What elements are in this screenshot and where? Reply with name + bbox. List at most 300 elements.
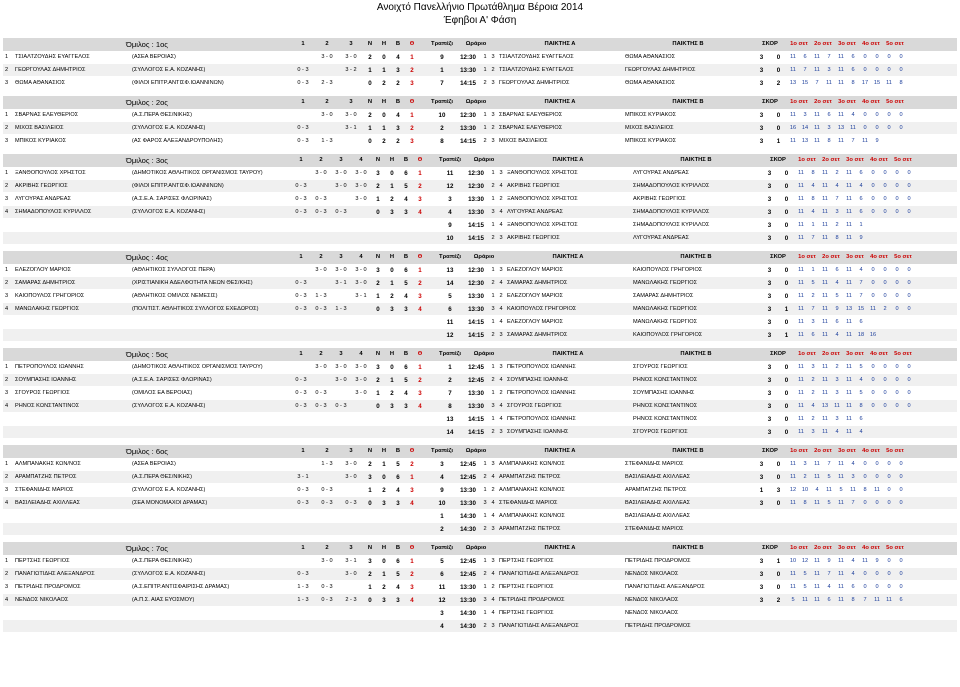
set-score-b: 6 bbox=[859, 170, 863, 176]
set-score-a: 16 bbox=[789, 125, 797, 131]
player-name: ΓΕΩΡΓΟΥΛΑΣ ΔΗΜΗΤΡΙΟΣ bbox=[15, 67, 86, 73]
set-score-a: 0 bbox=[895, 280, 899, 286]
player-a-name: ΤΣΙΑΛΤΖΟΥΔΗΣ ΕΥΑΓΓΕΛΟΣ bbox=[499, 67, 574, 73]
table-number: 5 bbox=[440, 558, 444, 565]
position: 2 bbox=[410, 571, 414, 578]
player-a-number: 2 bbox=[483, 474, 487, 480]
set-score-a: 11 bbox=[846, 403, 852, 409]
score-a: 3 bbox=[759, 54, 764, 61]
set-score-a: 11 bbox=[838, 54, 844, 60]
player-a-name: ΑΡΑΜΠΑΤΖΗΣ ΠΕΤΡΟΣ bbox=[499, 526, 561, 532]
score-a: 3 bbox=[767, 377, 772, 384]
set-score-b: 12 bbox=[801, 558, 809, 564]
set-score-b: 7 bbox=[827, 54, 831, 60]
score-a: 3 bbox=[767, 364, 772, 371]
result-cell: 0 - 3 bbox=[297, 487, 309, 493]
set-score-a: 11 bbox=[798, 332, 804, 338]
set-score-b bbox=[871, 620, 883, 632]
row-gap bbox=[419, 109, 429, 121]
player-name: ΠΕΤΡΙΔΗΣ ΠΡΟΔΡΟΜΟΣ bbox=[15, 584, 81, 590]
score-a: 1 bbox=[759, 487, 764, 494]
group-label: Όμιλος : 6ος bbox=[126, 447, 168, 456]
result-cell bbox=[291, 264, 311, 276]
set-score-b: 3 bbox=[835, 209, 839, 215]
right-header-6: 2ο σετ bbox=[814, 448, 832, 454]
set-score-a bbox=[883, 620, 895, 632]
player-b-name: ΣΓΟΥΡΟΣ ΓΕΩΡΓΙΟΣ bbox=[633, 364, 688, 370]
losses: 2 bbox=[382, 80, 386, 87]
set-score-b: 2 bbox=[883, 306, 887, 312]
set-score-a: 0 bbox=[887, 584, 891, 590]
points: 6 bbox=[404, 170, 408, 177]
set-score-b: 7 bbox=[851, 500, 855, 506]
player-a-number: 3 bbox=[491, 306, 495, 312]
row-gap bbox=[419, 510, 429, 522]
set-score-a: 11 bbox=[798, 377, 804, 383]
set-score-b: 3 bbox=[811, 319, 815, 325]
position: 1 bbox=[418, 364, 422, 371]
position: 4 bbox=[418, 306, 422, 313]
score-b bbox=[770, 523, 787, 535]
set-score-b: 0 bbox=[875, 500, 879, 506]
score-a: 3 bbox=[767, 403, 772, 410]
set-score-a bbox=[811, 523, 823, 535]
right-header-7: 3ο σετ bbox=[846, 254, 864, 260]
right-header-8: 4ο σετ bbox=[862, 448, 880, 454]
set-score-a: 0 bbox=[871, 390, 875, 396]
set-score-b: 0 bbox=[883, 377, 887, 383]
set-score-b: 10 bbox=[801, 487, 809, 493]
player-a-number: 1 bbox=[491, 222, 495, 228]
player-number: 3 bbox=[5, 390, 9, 396]
set-score-b: 3 bbox=[827, 125, 831, 131]
set-score-a: 11 bbox=[814, 461, 820, 467]
score-b: 0 bbox=[776, 461, 781, 468]
player-a-name: ΠΕΡΤΣΗΣ ΓΕΩΡΓΙΟΣ bbox=[499, 610, 554, 616]
match-time: 13:30 bbox=[468, 390, 484, 397]
player-a-number: 1 bbox=[483, 487, 487, 493]
row-gap bbox=[419, 581, 429, 593]
set-score-b: 4 bbox=[859, 267, 863, 273]
result-cell: 0 - 3 bbox=[315, 403, 327, 409]
left-header-6: Θ bbox=[409, 99, 415, 105]
player-club: (ΑΘΛΗΤΙΚΟΣ ΟΜΙΛΟΣ ΝΕΜΕΣΙΣ) bbox=[132, 293, 218, 299]
left-header-4: Η bbox=[381, 545, 387, 551]
set-score-b bbox=[903, 413, 915, 425]
wins: 2 bbox=[368, 54, 372, 61]
set-score-a: 11 bbox=[838, 112, 844, 118]
score-b: 1 bbox=[776, 138, 781, 145]
set-score-a: 0 bbox=[863, 474, 867, 480]
set-score-a: 0 bbox=[887, 500, 891, 506]
set-score-b: 0 bbox=[907, 196, 911, 202]
position: 3 bbox=[410, 138, 414, 145]
result-cell: 3 - 0 bbox=[355, 183, 367, 189]
player-a-name: ΕΛΕΖΟΓΛΟΥ ΜΑΡΙΟΣ bbox=[507, 267, 563, 273]
row-gap bbox=[427, 374, 437, 386]
player-b-number: 3 bbox=[491, 461, 495, 467]
set-score-a: 11 bbox=[822, 170, 828, 176]
wins: 2 bbox=[376, 183, 380, 190]
result-cell bbox=[311, 180, 331, 192]
row-gap bbox=[427, 264, 437, 276]
set-score-a bbox=[883, 510, 895, 522]
losses: 3 bbox=[390, 403, 394, 410]
result-cell: 0 - 3 bbox=[321, 487, 333, 493]
set-score-b bbox=[895, 135, 907, 147]
left-header-1: 2 bbox=[319, 351, 323, 357]
player-a-name: ΞΑΝΘΟΠΟΥΛΟΣ ΧΡΗΣΤΟΣ bbox=[507, 170, 578, 176]
player-number: 1 bbox=[5, 112, 9, 118]
group-2 bbox=[3, 96, 957, 148]
player-club: (Α.Σ.Ε.Α. ΣΑΡΙΣΕΣ ΦΛΩΡΙΝΑΣ) bbox=[132, 196, 212, 202]
player-number: 3 bbox=[5, 584, 9, 590]
right-header-3: ΠΑΙΚΤΗΣ Β bbox=[680, 157, 712, 163]
set-score-a: 11 bbox=[846, 429, 852, 435]
set-score-b: 7 bbox=[859, 293, 863, 299]
set-score-b: 0 bbox=[907, 267, 911, 273]
set-score-a: 11 bbox=[798, 429, 804, 435]
set-score-a: 11 bbox=[814, 584, 820, 590]
player-a-name: ΑΚΡΙΒΗΣ ΓΕΩΡΓΙΟΣ bbox=[507, 235, 560, 241]
result-cell: 0 - 3 bbox=[297, 571, 309, 577]
player-a-name: ΑΚΡΙΒΗΣ ΓΕΩΡΓΙΟΣ bbox=[507, 183, 560, 189]
result-cell: 3 - 0 bbox=[355, 280, 367, 286]
right-header-5: 1ο σετ bbox=[798, 351, 816, 357]
result-cell: 0 - 3 bbox=[315, 209, 327, 215]
result-cell bbox=[331, 193, 351, 205]
set-score-a: 13 bbox=[845, 306, 853, 312]
player-a-number: 1 bbox=[491, 267, 495, 273]
set-score-b: 14 bbox=[801, 125, 809, 131]
player-a-number: 1 bbox=[491, 390, 495, 396]
row-gap bbox=[419, 135, 429, 147]
result-cell: 0 - 3 bbox=[295, 280, 307, 286]
left-header-5: Η bbox=[389, 351, 395, 357]
set-score-b: 11 bbox=[826, 487, 832, 493]
result-cell bbox=[351, 303, 371, 315]
wins: 0 bbox=[368, 597, 372, 604]
table-number: 7 bbox=[448, 390, 452, 397]
set-score-a: 11 bbox=[822, 222, 828, 228]
score-a: 3 bbox=[759, 500, 764, 507]
right-header-0: Τραπέζι bbox=[439, 157, 461, 163]
result-cell: 2 - 3 bbox=[321, 80, 333, 86]
left-header-2: 3 bbox=[339, 157, 343, 163]
set-score-b: 0 bbox=[875, 54, 879, 60]
player-a-number: 2 bbox=[483, 571, 487, 577]
score-a: 3 bbox=[767, 170, 772, 177]
set-score-b: 11 bbox=[802, 597, 808, 603]
set-score-b bbox=[879, 316, 891, 328]
row-gap bbox=[427, 232, 437, 244]
losses: 2 bbox=[390, 196, 394, 203]
player-number: 1 bbox=[5, 558, 9, 564]
match-time: 12:30 bbox=[468, 170, 484, 177]
table-row bbox=[3, 426, 957, 439]
result-cell: 3 - 0 bbox=[345, 54, 357, 60]
wins: 3 bbox=[368, 474, 372, 481]
set-score-a: 0 bbox=[863, 500, 867, 506]
table-row bbox=[3, 180, 957, 193]
set-score-a: 0 bbox=[895, 364, 899, 370]
score-b: 0 bbox=[784, 209, 789, 216]
player-b-number: 2 bbox=[491, 125, 495, 131]
set-score-b: 7 bbox=[835, 196, 839, 202]
set-score-a: 0 bbox=[887, 571, 891, 577]
score-a: 3 bbox=[759, 125, 764, 132]
losses: 0 bbox=[382, 54, 386, 61]
result-cell: 3 - 0 bbox=[335, 377, 347, 383]
player-number: 1 bbox=[5, 267, 9, 273]
set-score-b bbox=[871, 510, 883, 522]
set-score-b: 3 bbox=[811, 364, 815, 370]
result-cell: 3 - 0 bbox=[335, 364, 347, 370]
player-b-number: 3 bbox=[491, 138, 495, 144]
left-header-0: 1 bbox=[301, 41, 305, 47]
position: 2 bbox=[410, 461, 414, 468]
result-cell: 0 - 3 bbox=[315, 390, 327, 396]
wins: 3 bbox=[376, 170, 380, 177]
row-gap bbox=[419, 594, 429, 606]
table-number: 10 bbox=[446, 235, 454, 242]
table-number: 7 bbox=[440, 80, 444, 87]
player-club: (ΧΡΙΣΤΙΑΝΙΚΗ ΑΔΕΛΦΟΤΗΤΑ ΝΕΩΝ ΘΕΣ/ΚΗΣ) bbox=[132, 280, 253, 286]
position: 1 bbox=[418, 170, 422, 177]
set-score-a: 11 bbox=[790, 474, 796, 480]
set-score-a bbox=[787, 510, 799, 522]
player-club: (ΑΘΛΗΤΙΚΟΣ ΣΥΛΛΟΓΟΣ ΠΕΡΑ) bbox=[132, 267, 215, 273]
table-number: 13 bbox=[446, 267, 454, 274]
points: 3 bbox=[396, 125, 400, 132]
result-cell: 2 - 3 bbox=[345, 597, 357, 603]
result-cell: 3 - 0 bbox=[345, 474, 357, 480]
set-score-b: 7 bbox=[827, 571, 831, 577]
score-a: 3 bbox=[759, 80, 764, 87]
player-a-number: 1 bbox=[491, 196, 495, 202]
group-header bbox=[3, 445, 957, 458]
set-score-a bbox=[891, 316, 903, 328]
right-header-9: 5ο σετ bbox=[886, 99, 904, 105]
left-header-2: 3 bbox=[349, 545, 353, 551]
set-score-b: 18 bbox=[857, 332, 865, 338]
group-7 bbox=[3, 542, 957, 633]
score-b: 0 bbox=[776, 67, 781, 74]
table-row bbox=[3, 290, 957, 303]
points: 6 bbox=[396, 474, 400, 481]
score-b: 0 bbox=[784, 170, 789, 177]
left-header-0: 1 bbox=[299, 157, 303, 163]
set-score-b bbox=[895, 607, 907, 619]
player-name: ΣΒΑΡΝΑΣ ΕΛΕΥΘΕΡΙΟΣ bbox=[15, 112, 79, 118]
player-b-number: 3 bbox=[499, 429, 503, 435]
player-name: ΤΣΙΑΛΤΖΟΥΔΗΣ ΕΥΑΓΓΕΛΟΣ bbox=[15, 54, 90, 60]
result-cell: 0 - 3 bbox=[295, 183, 307, 189]
right-header-1: Ωράριο bbox=[465, 545, 487, 551]
right-header-9: 5ο σετ bbox=[894, 157, 912, 163]
points: 5 bbox=[404, 377, 408, 384]
player-a-number: 2 bbox=[491, 235, 495, 241]
set-score-b: 0 bbox=[875, 461, 879, 467]
player-a-name: ΕΛΕΖΟΓΛΟΥ ΜΑΡΙΟΣ bbox=[507, 319, 563, 325]
set-score-b: 8 bbox=[859, 403, 863, 409]
result-cell: 0 - 3 bbox=[297, 67, 309, 73]
set-score-b: 8 bbox=[827, 138, 831, 144]
player-b-name: ΜΑΝΩΛΑΚΗΣ ΓΕΩΡΓΙΟΣ bbox=[633, 306, 698, 312]
set-score-b: 2 bbox=[811, 377, 815, 383]
player-number: 3 bbox=[5, 293, 9, 299]
set-score-a bbox=[867, 316, 879, 328]
set-score-a: 0 bbox=[871, 280, 875, 286]
left-header-1: 2 bbox=[325, 99, 329, 105]
set-score-a: 11 bbox=[846, 183, 852, 189]
table-row bbox=[3, 594, 957, 607]
set-score-a: 11 bbox=[790, 67, 796, 73]
player-b-number: 4 bbox=[491, 513, 495, 519]
set-score-a bbox=[835, 510, 847, 522]
player-name: ΞΑΝΘΟΠΟΥΛΟΣ ΧΡΗΣΤΟΣ bbox=[15, 170, 86, 176]
score-a: 3 bbox=[759, 597, 764, 604]
group-header bbox=[3, 96, 957, 109]
left-header-6: Β bbox=[403, 351, 409, 357]
player-b-name: ΜΑΝΩΛΑΚΗΣ ΓΕΩΡΓΙΟΣ bbox=[633, 280, 698, 286]
right-header-8: 4ο σετ bbox=[870, 157, 888, 163]
group-label: Όμιλος : 3ος bbox=[126, 156, 168, 165]
set-score-b: 8 bbox=[851, 597, 855, 603]
set-score-a bbox=[811, 510, 823, 522]
player-club: (ΣΥΛΛΟΓΟΣ Ε.Α. ΚΟΖΑΝΗΣ) bbox=[132, 67, 206, 73]
set-score-a: 0 bbox=[887, 487, 891, 493]
right-header-1: Ωράριο bbox=[473, 351, 495, 357]
set-score-a: 0 bbox=[871, 403, 875, 409]
player-b-number: 4 bbox=[499, 403, 503, 409]
set-score-a: 0 bbox=[895, 403, 899, 409]
match-time: 13:30 bbox=[460, 125, 476, 132]
set-score-b: 5 bbox=[803, 571, 807, 577]
score-b bbox=[770, 607, 787, 619]
set-score-a: 11 bbox=[814, 571, 820, 577]
table-row bbox=[3, 329, 957, 342]
table-row bbox=[3, 135, 957, 148]
result-cell bbox=[315, 568, 339, 580]
player-b-number: 3 bbox=[491, 526, 495, 532]
row-gap bbox=[419, 523, 429, 535]
set-score-b: 11 bbox=[850, 125, 856, 131]
match-time: 12:30 bbox=[468, 267, 484, 274]
player-a-number: 2 bbox=[491, 429, 495, 435]
table-number: 4 bbox=[448, 209, 452, 216]
row-gap bbox=[419, 471, 429, 483]
player-name: ΣΑΜΑΡΑΣ ΔΗΜΗΤΡΙΟΣ bbox=[15, 280, 76, 286]
set-score-a bbox=[867, 413, 879, 425]
player-b-number: 3 bbox=[499, 332, 503, 338]
set-score-a: 11 bbox=[814, 67, 820, 73]
set-score-a: 11 bbox=[838, 558, 844, 564]
header-gap bbox=[427, 251, 437, 264]
match-time: 14:15 bbox=[460, 138, 476, 145]
set-score-a: 0 bbox=[871, 364, 875, 370]
set-score-b: 4 bbox=[851, 112, 855, 118]
right-header-4: ΣΚΟΡ bbox=[762, 545, 778, 551]
player-a-name: ΤΣΙΑΛΤΖΟΥΔΗΣ ΕΥΑΓΓΕΛΟΣ bbox=[499, 54, 574, 60]
table-number: 4 bbox=[440, 623, 444, 630]
row-gap bbox=[427, 413, 437, 425]
header-gap bbox=[419, 445, 429, 458]
right-header-7: 3ο σετ bbox=[838, 41, 856, 47]
set-score-b: 1 bbox=[811, 222, 815, 228]
set-score-b bbox=[895, 510, 907, 522]
set-score-a: 10 bbox=[789, 558, 797, 564]
score-b: 0 bbox=[784, 403, 789, 410]
player-a-number: 1 bbox=[491, 170, 495, 176]
score-a: 3 bbox=[767, 390, 772, 397]
player-b-name: ΜΑΝΩΛΑΚΗΣ ΓΕΩΡΓΙΟΣ bbox=[633, 319, 698, 325]
player-b-number: 2 bbox=[491, 67, 495, 73]
set-score-a bbox=[891, 329, 903, 341]
left-header-4: Η bbox=[381, 448, 387, 454]
group-header bbox=[3, 154, 957, 167]
player-a-name: ΠΕΡΤΣΗΣ ΓΕΩΡΓΙΟΣ bbox=[499, 558, 554, 564]
set-score-a bbox=[883, 607, 895, 619]
set-score-a: 0 bbox=[895, 170, 899, 176]
empty-cell bbox=[3, 607, 419, 619]
position: 3 bbox=[410, 584, 414, 591]
points: 4 bbox=[396, 584, 400, 591]
score-b: 0 bbox=[776, 571, 781, 578]
set-score-a: 0 bbox=[887, 474, 891, 480]
player-club: (Α.Σ.ΠΕΡΑ ΘΕΣ/ΝΙΚΗΣ) bbox=[132, 112, 193, 118]
score-a: 3 bbox=[759, 138, 764, 145]
player-b-name: ΠΕΤΡΙΔΗΣ ΠΡΟΔΡΟΜΟΣ bbox=[625, 558, 691, 564]
player-b-name: ΘΩΜΑ ΑΘΑΝΑΣΙΟΣ bbox=[625, 54, 676, 60]
position: 2 bbox=[418, 183, 422, 190]
match-time: 14:30 bbox=[460, 513, 476, 520]
left-header-6: Θ bbox=[409, 545, 415, 551]
set-score-a: 11 bbox=[846, 267, 852, 273]
player-a-name: ΣΓΟΥΡΟΣ ΓΕΩΡΓΙΟΣ bbox=[507, 403, 562, 409]
table-number: 14 bbox=[446, 429, 454, 436]
score-a bbox=[753, 620, 770, 632]
losses: 1 bbox=[382, 571, 386, 578]
row-gap bbox=[427, 316, 437, 328]
result-cell bbox=[331, 290, 351, 302]
set-score-a: 11 bbox=[886, 597, 892, 603]
left-header-5: Η bbox=[389, 157, 395, 163]
table-number: 9 bbox=[448, 222, 452, 229]
right-header-6: 2ο σετ bbox=[814, 99, 832, 105]
set-score-b bbox=[799, 523, 811, 535]
score-b: 0 bbox=[776, 500, 781, 507]
right-header-8: 4ο σετ bbox=[862, 41, 880, 47]
player-a-name: ΞΑΝΘΟΠΟΥΛΟΣ ΧΡΗΣΤΟΣ bbox=[507, 222, 578, 228]
player-b-name: ΛΥΓΟΥΡΑΣ ΑΝΔΡΕΑΣ bbox=[633, 235, 689, 241]
set-score-a: 11 bbox=[814, 500, 820, 506]
wins: 1 bbox=[368, 584, 372, 591]
set-score-b: 7 bbox=[811, 306, 815, 312]
right-header-0: Τραπέζι bbox=[431, 545, 453, 551]
losses: 1 bbox=[390, 280, 394, 287]
player-a-name: ΣΤΕΦΑΝΙΔΗΣ ΜΑΡΙΟΣ bbox=[499, 500, 558, 506]
match-time: 14:15 bbox=[468, 429, 484, 436]
match-time: 12:45 bbox=[468, 377, 484, 384]
player-name: ΝΕΝΔΟΣ ΝΙΚΟΛΑΟΣ bbox=[15, 597, 69, 603]
set-score-a: 13 bbox=[837, 125, 845, 131]
player-b-name: ΡΗΝΟΣ ΚΩΝΣΤΑΝΤΙΝΟΣ bbox=[633, 416, 698, 422]
left-header-2: 3 bbox=[349, 99, 353, 105]
table-number: 11 bbox=[438, 584, 446, 591]
set-score-a: 11 bbox=[862, 138, 868, 144]
result-cell: 0 - 3 bbox=[295, 377, 307, 383]
